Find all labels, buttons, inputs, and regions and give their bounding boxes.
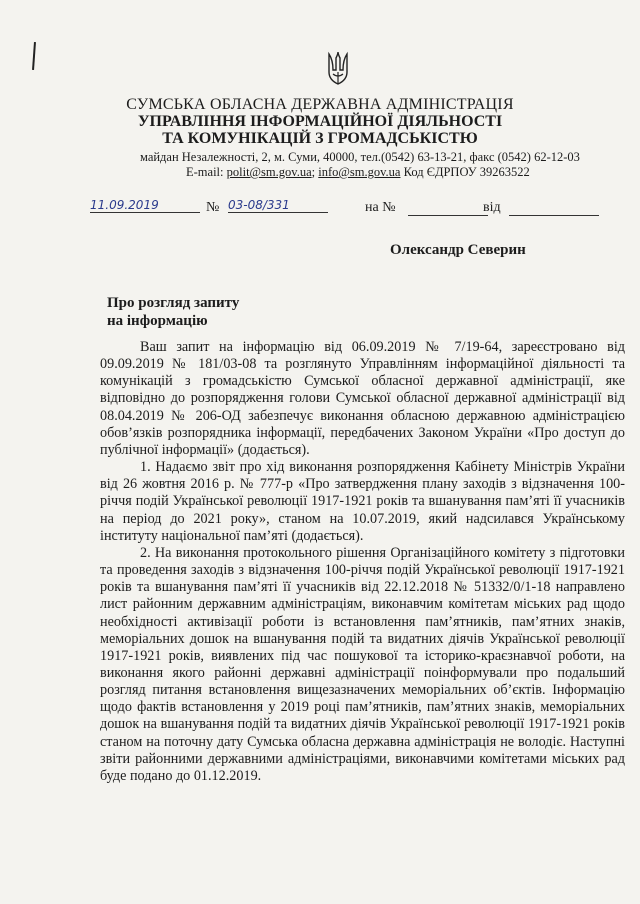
outgoing-number: 03-08/331 (228, 198, 328, 213)
department-name-line2: ТА КОМУНІКАЦІЙ З ГРОМАДСЬКІСТЮ (162, 130, 478, 147)
email-label: E-mail: (186, 165, 224, 179)
outgoing-date: 11.09.2019 (90, 198, 200, 213)
body-paragraph-2: 1. Надаємо звіт про хід виконання розпорядження Кабінету Міністрів України від 26 жовтня 2016 р. № 777-р «Про затвердження плану заходів з відзначення 100-річчя подій Української революції 1917-1921 років та вшанування пам’яті її учасників на період до 2021 року», станом на 10.07.2019, який надсилався Українському інституту національної пам’яті (додається). (100, 459, 625, 544)
body-paragraph-1: Ваш запит на інформацію від 06.09.2019 № 7/19-64, зареєстровано від 09.09.2019 № 181/03-08 та розглянуто Управлінням інформаційної діяльності та комунікацій з громадськістю Сумської обласної державної адміністрації, яке відповідно до розпорядження голови Сумської обласної державної адміністрації від 08.04.2019 № 206-ОД забезпечує виконання обласною державною адміністрацією обов’язків розпорядника інформації, передбачених Законом України «Про доступ до публічної інформації» (додається). (100, 339, 625, 458)
body-paragraph-3: 2. На виконання протокольного рішення Організаційного комітету з підготовки та проведення заходів з відзначення 100-річчя подій Української революції 1917-1921 років та вшанування пам’яті її учасників від 22.12.2018 № 51332/0/1-18 направлено лист районним державним адміністраціям, виконавчим комітетам міських рад щодо необхідності активізації роботи із встановлення пам’ятників, пам’ятних знаків, меморіальних дошок на вшанування подій та видатних діячів Української революції 1917-1921 років, виявлених під час пошукової та історико-краєзнавчої роботи, на виконання якого районні державні адміністрації поінформували про подальший розгляд питання встановлення вищезазначених меморіальних об’єктів. Інформацію щодо фактів встановлення у 2019 році пам’ятників, пам’ятних знаків, меморіальних дошок на вшанування подій та видатних діячів Української революції 1917-1921 років станом на поточну дату Сумська обласна державна адміністрація не володіє. Наступні звіти районними державними адміністраціями, виконавчими комітетами міських рад буде подано до 01.12.2019. (100, 544, 625, 784)
incoming-date-label: від (483, 200, 501, 215)
outgoing-number-label: № (206, 200, 220, 215)
subject-block (107, 294, 239, 330)
org-name-line: СУМСЬКА ОБЛАСНА ДЕРЖАВНА АДМІНІСТРАЦІЯ (126, 96, 514, 113)
email-separator: ; (311, 165, 316, 179)
incoming-date-blank (509, 215, 599, 216)
email-link-info[interactable]: info@sm.gov.ua (318, 165, 401, 179)
subject-line1: Про розгляд запиту (107, 295, 240, 311)
subject-line2: на інформацію (107, 313, 208, 329)
incoming-number-blank (408, 215, 488, 216)
contact-email-line (186, 165, 530, 180)
outgoing-registration (90, 196, 640, 220)
edrpou-code: Код ЄДРПОУ 39263522 (403, 165, 530, 179)
recipient-name: Олександр Северин (390, 242, 526, 258)
margin-pen-mark (32, 42, 36, 70)
letter-body (100, 339, 625, 785)
email-link-polit[interactable]: polit@sm.gov.ua (226, 165, 312, 179)
contact-address: майдан Незалежності, 2, м. Суми, 40000, тел.(0542) 63-13-21, факс (0542) 62-12-03 (140, 150, 580, 164)
incoming-number-label: на № (365, 200, 396, 215)
trident-emblem-icon (327, 50, 349, 88)
department-name-line1: УПРАВЛІННЯ ІНФОРМАЦІЙНОЇ ДІЯЛЬНОСТІ (137, 113, 503, 130)
